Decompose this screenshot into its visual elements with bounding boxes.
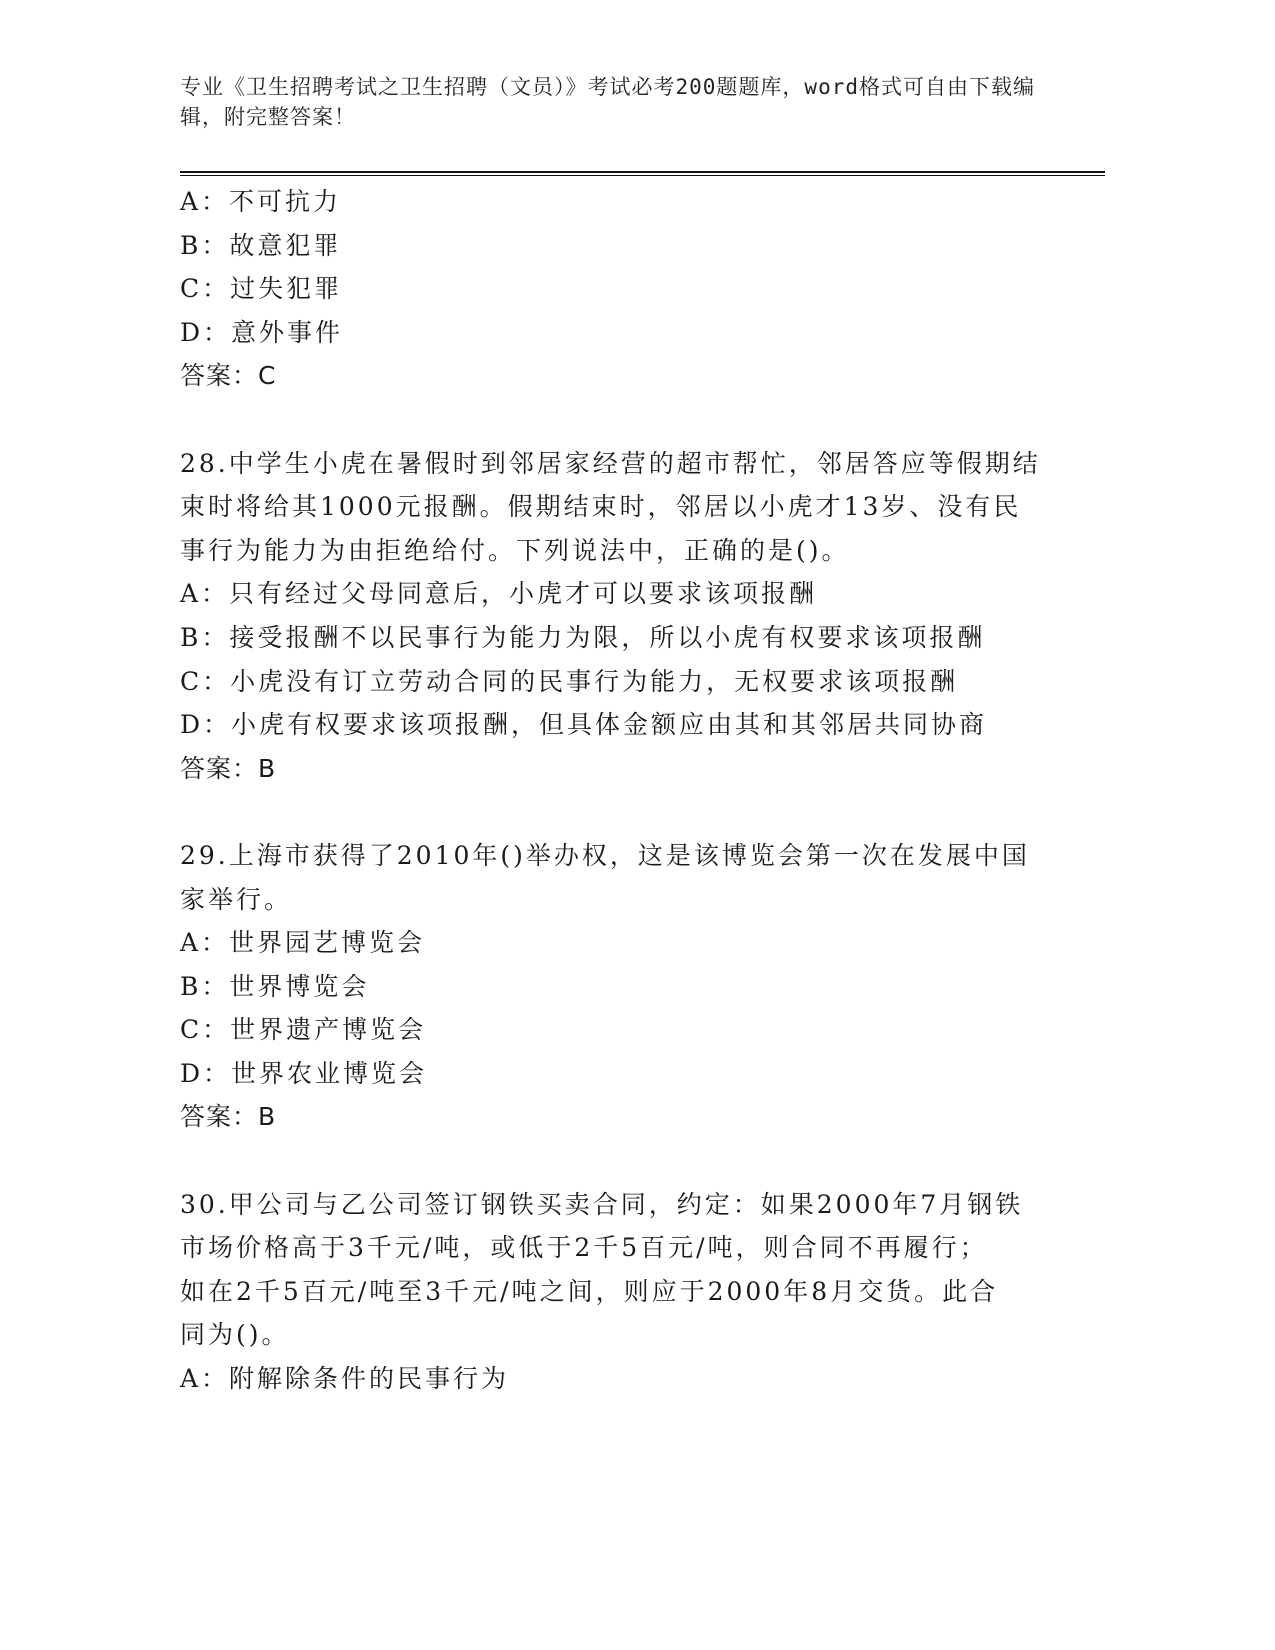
option-c: C：过失犯罪 bbox=[180, 274, 343, 304]
option-a: A：只有经过父母同意后，小虎才可以要求该项报酬 bbox=[180, 579, 818, 609]
option-d: D：意外事件 bbox=[180, 317, 344, 347]
document-body bbox=[180, 180, 1040, 1401]
answer-line: 答案：C bbox=[180, 361, 277, 391]
header-divider bbox=[180, 171, 1105, 176]
question-stem-line: 28.中学生小虎在暑假时到邻居家经营的超市帮忙，邻居答应等假期结 bbox=[180, 448, 1041, 478]
question-stem-line: 如在2千5百元/吨至3千元/吨之间，则应于2000年8月交货。此合 bbox=[180, 1276, 999, 1306]
option-a: A：附解除条件的民事行为 bbox=[180, 1364, 510, 1394]
question-stem-line: 束时将给其1000元报酬。假期结束时，邻居以小虎才13岁、没有民 bbox=[180, 492, 1022, 522]
question-stem-line: 市场价格高于3千元/吨，或低于2千5百元/吨，则合同不再履行； bbox=[180, 1233, 988, 1263]
question-stem-line: 事行为能力为由拒绝给付。下列说法中，正确的是()。 bbox=[180, 535, 850, 565]
question-29 bbox=[180, 834, 1040, 1139]
question-27 bbox=[180, 180, 1040, 398]
option-b: B：世界博览会 bbox=[180, 971, 370, 1001]
spacer bbox=[180, 398, 1040, 442]
question-stem-line: 家举行。 bbox=[180, 884, 293, 914]
option-b: B：接受报酬不以民事行为能力为限，所以小虎有权要求该项报酬 bbox=[180, 622, 986, 652]
question-30 bbox=[180, 1183, 1040, 1401]
option-c: C：世界遗产博览会 bbox=[180, 1015, 427, 1045]
question-stem-line: 同为()。 bbox=[180, 1320, 290, 1350]
answer-line: 答案：B bbox=[180, 753, 277, 783]
question-28 bbox=[180, 442, 1040, 791]
option-d: D：世界农业博览会 bbox=[180, 1058, 428, 1088]
option-a: A：不可抗力 bbox=[180, 187, 342, 216]
answer-line: 答案：B bbox=[180, 1102, 277, 1132]
spacer bbox=[180, 790, 1040, 834]
header-divider-thin bbox=[180, 175, 1105, 176]
question-stem-line: 29.上海市获得了2010年()举办权，这是该博览会第一次在发展中国 bbox=[180, 840, 1030, 870]
option-d: D：小虎有权要求该项报酬，但具体金额应由其和其邻居共同协商 bbox=[180, 710, 988, 740]
document-header: 专业《卫生招聘考试之卫生招聘（文员）》考试必考200题题库，word格式可自由下载编辑，附完整答案！ bbox=[180, 75, 1035, 129]
spacer bbox=[180, 1139, 1040, 1183]
option-b: B：故意犯罪 bbox=[180, 230, 342, 260]
option-a: A：世界园艺博览会 bbox=[180, 928, 426, 958]
question-stem-line: 30.甲公司与乙公司签订钢铁买卖合同，约定：如果2000年7月钢铁 bbox=[180, 1189, 1024, 1219]
option-c: C：小虎没有订立劳动合同的民事行为能力，无权要求该项报酬 bbox=[180, 666, 959, 696]
header-divider-thick bbox=[180, 171, 1105, 173]
